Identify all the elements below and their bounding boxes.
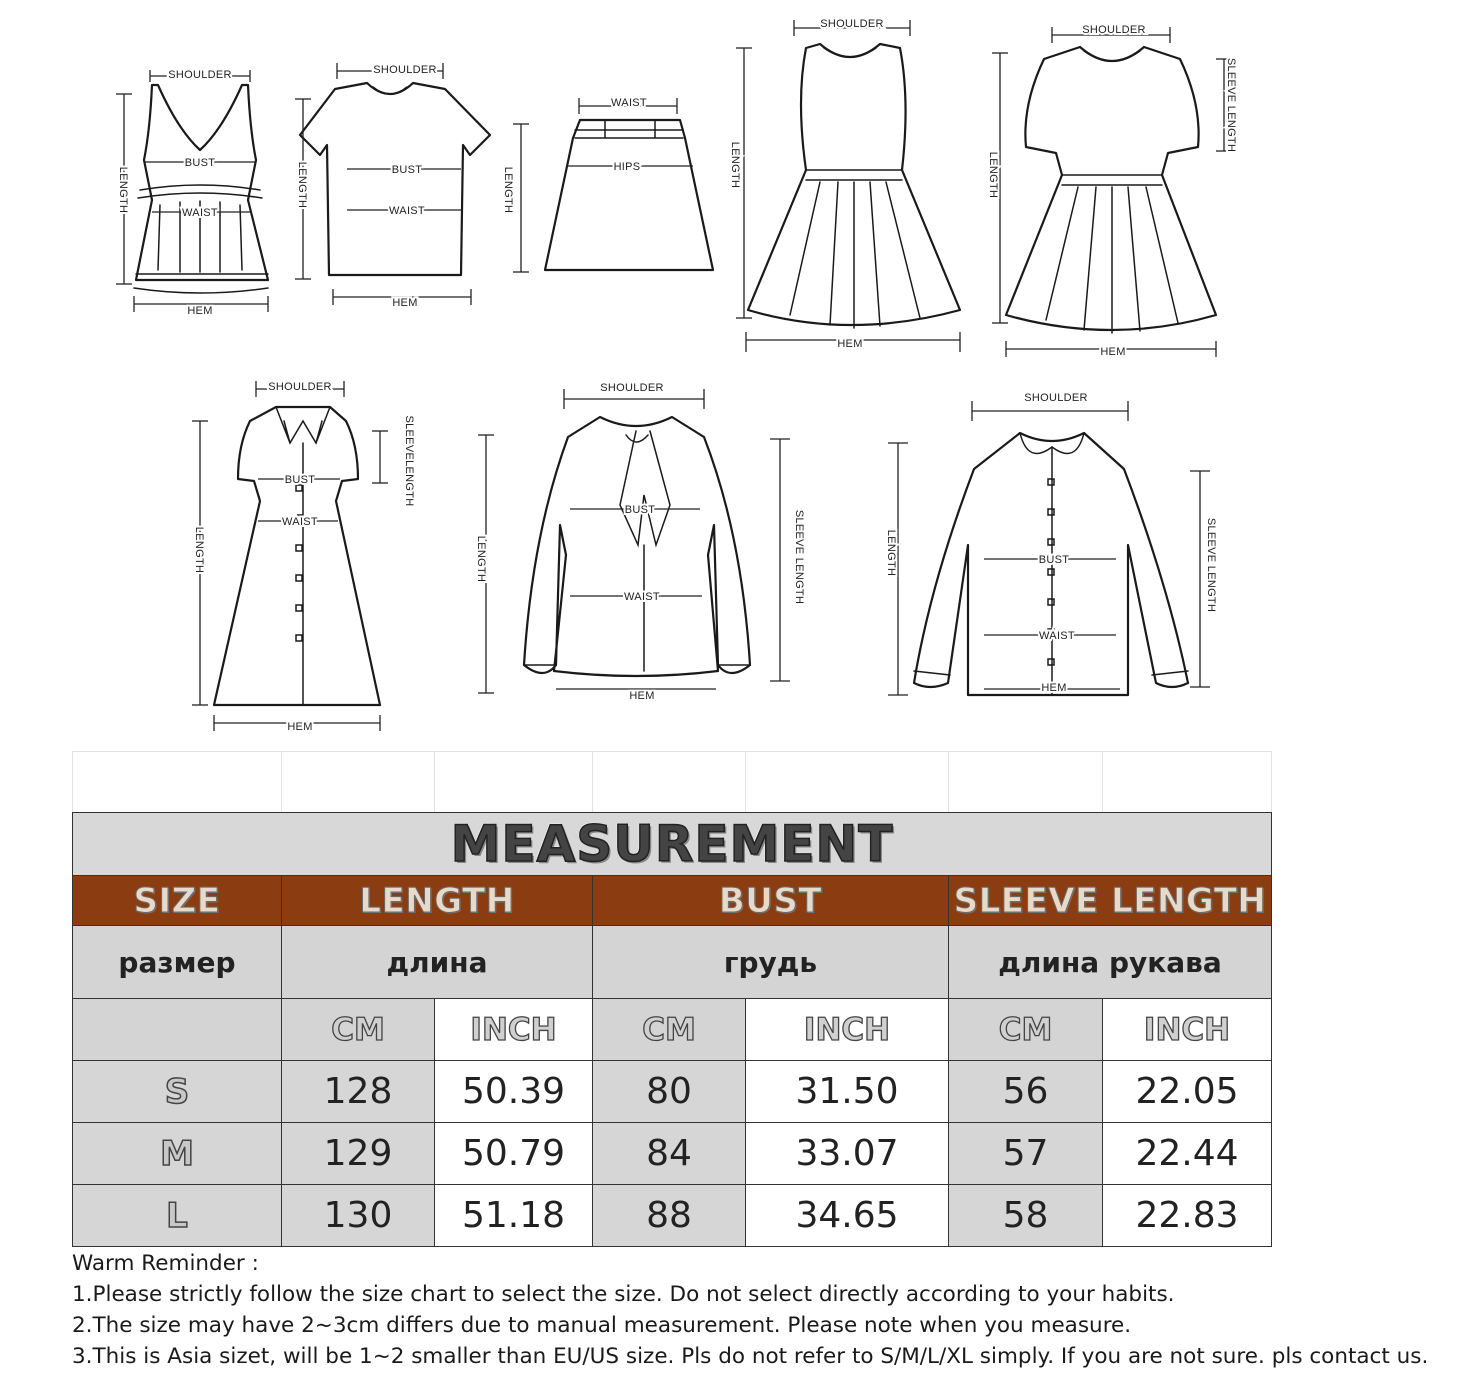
label-length: LENGTH [296, 161, 308, 209]
label-shoulder: SHOULDER [373, 64, 437, 76]
reminder-line: 2.The size may have 2~3cm differs due to manual measurement. Please note when you measure. [72, 1313, 1132, 1338]
header-length: LENGTH [359, 880, 515, 921]
table-title: MEASUREMENT [450, 815, 894, 873]
bust-cm: 84 [593, 1123, 746, 1185]
label-sleeve-length: SLEEVE LENGTH [1225, 57, 1237, 153]
label-shoulder: SHOULDER [1082, 24, 1146, 36]
label-hem: HEM [392, 297, 418, 309]
label-shoulder: SHOULDER [1024, 392, 1088, 404]
reminder-heading: Warm Reminder : [72, 1251, 259, 1276]
label-hem: HEM [187, 305, 213, 317]
size-label: L [166, 1196, 188, 1236]
unit-inch: INCH [1143, 1011, 1231, 1048]
label-length: LENGTH [117, 166, 129, 214]
label-bust: BUST [624, 504, 656, 516]
ru-sleeve-length: длина рукава [949, 926, 1272, 999]
warm-reminder [72, 1248, 1472, 1372]
title-row [73, 813, 1272, 876]
label-length: LENGTH [475, 535, 487, 583]
label-shoulder: SHOULDER [600, 382, 664, 394]
label-sleeve-length: SLEEVE LENGTH [1205, 517, 1217, 613]
label-waist: WAIST [611, 97, 647, 109]
label-hem: HEM [837, 338, 863, 350]
unit-cm: CM [998, 1011, 1053, 1048]
header-size: SIZE [133, 880, 221, 921]
bow-blouse-diagram [460, 375, 820, 705]
header-bust: BUST [718, 880, 823, 921]
tank-top-diagram [100, 60, 280, 320]
label-length: LENGTH [885, 529, 897, 577]
sleeve-inch: 22.83 [1103, 1185, 1272, 1247]
russian-header-row [73, 926, 1272, 999]
reminder-line: 1.Please strictly follow the size chart to select the size. Do not select directly according to your habits. [72, 1282, 1175, 1307]
unit-cm: CM [642, 1011, 696, 1048]
sleeve-inch: 22.05 [1103, 1061, 1272, 1123]
label-shoulder: SHOULDER [820, 18, 884, 30]
skirt-diagram [495, 90, 720, 290]
label-shoulder: SHOULDER [168, 69, 232, 81]
header-row [73, 876, 1272, 926]
label-hem: HEM [1041, 682, 1067, 694]
label-waist: WAIST [624, 591, 660, 603]
sleeve-inch: 22.44 [1103, 1123, 1272, 1185]
label-hips: HIPS [613, 161, 641, 173]
size-label: S [164, 1072, 190, 1112]
label-waist: WAIST [182, 207, 218, 219]
label-length: LENGTH [193, 526, 205, 574]
length-inch: 50.79 [435, 1123, 593, 1185]
units-row [73, 999, 1272, 1061]
tshirt-diagram [285, 55, 495, 315]
unit-inch: INCH [803, 1011, 891, 1048]
unit-cm: CM [331, 1011, 385, 1048]
length-cm: 129 [282, 1123, 435, 1185]
bust-cm: 80 [593, 1061, 746, 1123]
label-bust: BUST [284, 474, 316, 486]
label-waist: WAIST [389, 205, 425, 217]
label-bust: BUST [1038, 554, 1070, 566]
bust-inch: 33.07 [746, 1123, 949, 1185]
length-cm: 130 [282, 1185, 435, 1247]
shirt-dress-diagram [180, 375, 430, 740]
puff-sleeve-dress-diagram [980, 15, 1250, 365]
label-hem: HEM [287, 721, 313, 733]
bust-inch: 34.65 [746, 1185, 949, 1247]
label-sleeve-length: SLEEVE LENGTH [793, 509, 805, 605]
table-row [73, 1123, 1272, 1185]
button-shirt-diagram [870, 385, 1230, 715]
table-row [73, 1185, 1272, 1247]
label-length: LENGTH [502, 166, 514, 214]
label-hem: HEM [1100, 346, 1126, 358]
ru-bust: грудь [593, 926, 949, 999]
measurement-table [72, 751, 1272, 1247]
label-hem: HEM [629, 690, 655, 702]
ru-length: длина [282, 926, 593, 999]
label-waist: WAIST [282, 516, 318, 528]
table-row [73, 1061, 1272, 1123]
label-shoulder: SHOULDER [268, 381, 332, 393]
size-label: M [160, 1134, 194, 1174]
label-bust: BUST [391, 164, 423, 176]
label-length: LENGTH [729, 141, 741, 189]
length-inch: 51.18 [435, 1185, 593, 1247]
sleeve-cm: 56 [949, 1061, 1103, 1123]
label-waist: WAIST [1039, 630, 1075, 642]
ru-size: размер [73, 926, 282, 999]
blank-row [73, 752, 1272, 813]
bust-inch: 31.50 [746, 1061, 949, 1123]
sleeveless-dress-diagram [720, 10, 970, 360]
sleeve-cm: 58 [949, 1185, 1103, 1247]
sleeve-cm: 57 [949, 1123, 1103, 1185]
length-cm: 128 [282, 1061, 435, 1123]
label-bust: BUST [184, 157, 216, 169]
label-sleeve-length: SLEEVELENGTH [403, 415, 415, 507]
length-inch: 50.39 [435, 1061, 593, 1123]
unit-inch: INCH [470, 1011, 557, 1048]
header-sleeve-length: SLEEVE LENGTH [953, 880, 1267, 921]
reminder-line: 3.This is Asia sizet, will be 1~2 smaller than EU/US size. Pls do not refer to S/M/L/XL simply. If you are not sure. pls contact us. [72, 1344, 1429, 1369]
label-length: LENGTH [987, 151, 999, 199]
bust-cm: 88 [593, 1185, 746, 1247]
